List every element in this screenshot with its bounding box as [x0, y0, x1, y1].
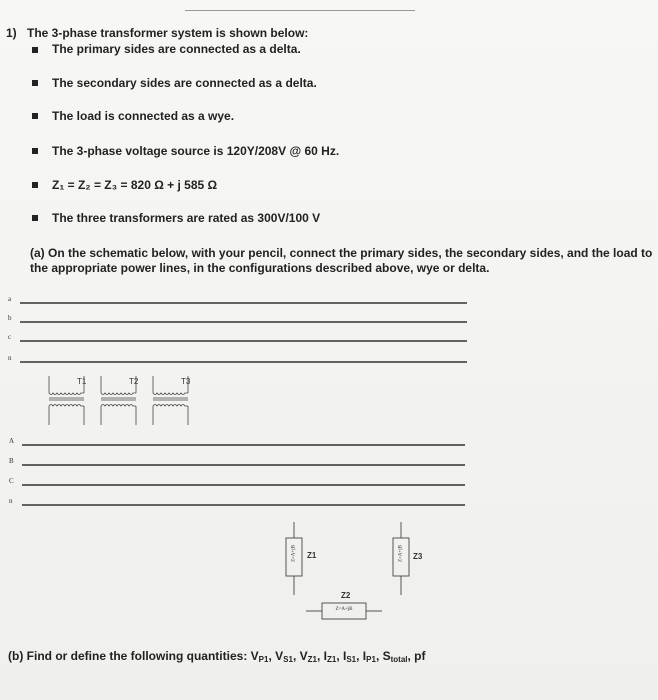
qty-sub: S1	[346, 655, 357, 664]
qty-sub: Z1	[307, 655, 317, 664]
secondary-line-label-A: A	[9, 437, 15, 445]
transformer-label-t2: T2	[129, 377, 139, 386]
part-b-instructions	[8, 649, 426, 664]
load-label-z2: Z2	[341, 591, 351, 600]
bullet-impedance: Z₁ = Z₂ = Z₃ = 820 Ω + j 585 Ω	[52, 178, 218, 192]
secondary-line-label-B: B	[9, 457, 14, 465]
primary-line-label-b: b	[8, 314, 12, 322]
transformer-label-t1: T1	[77, 377, 87, 386]
transformer-label-t3: T3	[181, 377, 191, 386]
primary-line-label-c: c	[8, 333, 12, 341]
qty-text: , V	[268, 649, 284, 663]
bullet-secondary-delta: The secondary sides are connected as a delta.	[52, 76, 317, 90]
part-b-prefix: (b) Find or define the following quantities:	[8, 649, 251, 663]
question-title: The 3-phase transformer system is shown below:	[27, 26, 309, 40]
bullet-primary-delta: The primary sides are connected as a delta.	[52, 42, 301, 56]
bullet-voltage-source: The 3-phase voltage source is 120Y/208V @ 60 Hz.	[52, 144, 340, 158]
qty-text: , I	[356, 649, 367, 663]
qty-text: V	[250, 649, 259, 663]
part-a-instructions: (a) On the schematic below, with your pencil, connect the primary sides, the secondary sides, and the load to the appropriate power lines, in the configurations described above, wye or delta.	[30, 246, 653, 275]
qty-text: , S	[375, 649, 391, 663]
bullet-load-wye: The load is connected as a wye.	[52, 109, 235, 123]
load-value-z3: Z=A+jB	[398, 544, 404, 563]
qty-text: , V	[292, 649, 308, 663]
primary-line-label-n: n	[8, 354, 12, 362]
qty-text: , I	[316, 649, 327, 663]
load-value-z2: Z=A+jB	[335, 607, 353, 612]
qty-sub: total	[390, 655, 408, 664]
secondary-line-label-n: n	[9, 497, 13, 505]
qty-sub: P1	[366, 655, 376, 664]
load-label-z1: Z1	[307, 551, 317, 560]
question-number: 1)	[6, 26, 17, 40]
secondary-line-label-C: C	[9, 477, 14, 485]
qty-sub: Z1	[326, 655, 337, 664]
load-label-z3: Z3	[413, 552, 423, 561]
qty-text: , I	[336, 649, 347, 663]
qty-sub: S1	[283, 655, 293, 664]
load-value-z1: Z=A+jB	[291, 544, 297, 563]
qty-text: , pf	[407, 649, 426, 663]
primary-line-label-a: a	[8, 295, 12, 303]
bullet-transformer-rating: The three transformers are rated as 300V/100 V	[52, 211, 321, 225]
qty-sub: P1	[258, 655, 269, 664]
